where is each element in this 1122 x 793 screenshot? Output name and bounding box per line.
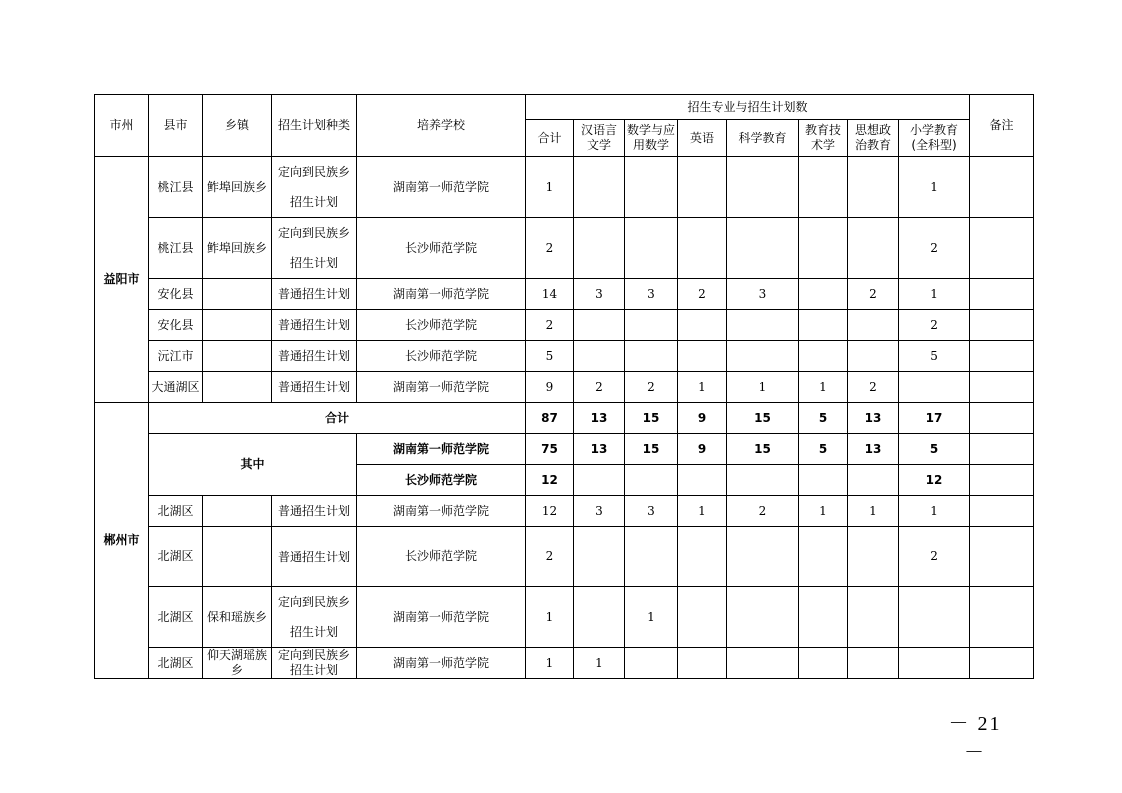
count-cell [799, 157, 848, 218]
count-cell [727, 527, 799, 587]
county-cell: 北湖区 [149, 587, 203, 648]
header-major-edu-tech: 教育技 术学 [799, 120, 848, 157]
plan-type-cell: 普通招生计划 [272, 279, 357, 310]
count-cell: 13 [574, 434, 625, 465]
count-cell: 15 [727, 434, 799, 465]
count-cell: 2 [526, 527, 574, 587]
school-cell: 长沙师范学院 [357, 310, 526, 341]
count-cell: 5 [799, 434, 848, 465]
county-cell: 安化县 [149, 279, 203, 310]
town-cell [203, 372, 272, 403]
count-cell: 2 [899, 310, 970, 341]
plan-type-cell: 定向到民族乡 招生计划 [272, 157, 357, 218]
town-cell [203, 496, 272, 527]
count-cell [848, 157, 899, 218]
town-cell [203, 527, 272, 587]
plan-type-cell: 定向到民族乡 招生计划 [272, 218, 357, 279]
count-cell [678, 310, 727, 341]
count-cell: 15 [625, 434, 678, 465]
remarks-cell [970, 648, 1034, 679]
school-cell: 湖南第一师范学院 [357, 434, 526, 465]
count-cell [799, 310, 848, 341]
count-cell: 9 [526, 372, 574, 403]
county-cell: 桃江县 [149, 218, 203, 279]
remarks-cell [970, 218, 1034, 279]
count-cell [727, 648, 799, 679]
count-cell [848, 218, 899, 279]
count-cell [799, 465, 848, 496]
count-cell: 12 [526, 465, 574, 496]
school-cell: 湖南第一师范学院 [357, 372, 526, 403]
count-cell [799, 279, 848, 310]
table-row [95, 372, 1034, 403]
count-cell: 3 [625, 496, 678, 527]
count-cell [727, 587, 799, 648]
remarks-cell [970, 341, 1034, 372]
count-cell: 1 [899, 279, 970, 310]
count-cell [799, 587, 848, 648]
count-cell: 2 [899, 218, 970, 279]
plan-type-cell: 普通招生计划 [272, 496, 357, 527]
remarks-cell [970, 496, 1034, 527]
county-cell: 沅江市 [149, 341, 203, 372]
count-cell: 75 [526, 434, 574, 465]
school-cell: 长沙师范学院 [357, 465, 526, 496]
count-cell [678, 527, 727, 587]
town-cell: 鲊埠回族乡 [203, 157, 272, 218]
header-plan-type: 招生计划种类 [272, 95, 357, 157]
header-remarks: 备注 [970, 95, 1034, 157]
town-cell: 仰天湖瑶族 乡 [203, 648, 272, 679]
enrollment-plan-table [94, 94, 1034, 679]
count-cell [625, 341, 678, 372]
town-cell [203, 341, 272, 372]
count-cell [574, 465, 625, 496]
subtotal-row [95, 434, 1034, 465]
plan-type-cell: 定向到民族乡 招生计划 [272, 648, 357, 679]
table-row [95, 496, 1034, 527]
table-row [95, 341, 1034, 372]
table-row [95, 279, 1034, 310]
remarks-cell [970, 372, 1034, 403]
count-cell [574, 218, 625, 279]
count-cell: 9 [678, 403, 727, 434]
count-cell: 2 [678, 279, 727, 310]
count-cell [848, 527, 899, 587]
county-cell: 北湖区 [149, 496, 203, 527]
remarks-cell [970, 310, 1034, 341]
city-cell: 郴州市 [95, 403, 149, 679]
remarks-cell [970, 587, 1034, 648]
table-row [95, 587, 1034, 648]
count-cell: 2 [526, 310, 574, 341]
plan-type-cell: 普通招生计划 [272, 310, 357, 341]
page-number: － 21 － [948, 713, 1002, 764]
table-row [95, 218, 1034, 279]
town-cell: 保和瑶族乡 [203, 587, 272, 648]
count-cell: 5 [899, 434, 970, 465]
plan-type-cell: 普通招生计划 [272, 527, 357, 587]
count-cell [899, 648, 970, 679]
count-cell [799, 527, 848, 587]
count-cell [848, 648, 899, 679]
count-cell [678, 157, 727, 218]
count-cell: 12 [899, 465, 970, 496]
count-cell: 15 [727, 403, 799, 434]
count-cell: 2 [899, 527, 970, 587]
town-cell [203, 310, 272, 341]
school-cell: 长沙师范学院 [357, 341, 526, 372]
of-which-label: 其中 [149, 434, 357, 496]
header-major-chinese: 汉语言 文学 [574, 120, 625, 157]
count-cell [799, 648, 848, 679]
remarks-cell [970, 527, 1034, 587]
count-cell [574, 527, 625, 587]
count-cell: 87 [526, 403, 574, 434]
header-major-science-edu: 科学教育 [727, 120, 799, 157]
count-cell [574, 587, 625, 648]
count-cell [625, 157, 678, 218]
count-cell [574, 341, 625, 372]
count-cell: 17 [899, 403, 970, 434]
header-row-1 [95, 95, 1034, 120]
school-cell: 长沙师范学院 [357, 527, 526, 587]
count-cell [848, 465, 899, 496]
count-cell [899, 372, 970, 403]
header-majors-group: 招生专业与招生计划数 [526, 95, 970, 120]
count-cell: 1 [574, 648, 625, 679]
remarks-cell [970, 157, 1034, 218]
remarks-cell [970, 279, 1034, 310]
table-row [95, 310, 1034, 341]
table-row [95, 157, 1034, 218]
count-cell: 15 [625, 403, 678, 434]
table-body [95, 157, 1034, 679]
school-cell: 湖南第一师范学院 [357, 157, 526, 218]
count-cell: 9 [678, 434, 727, 465]
total-label: 合计 [149, 403, 526, 434]
count-cell [727, 341, 799, 372]
count-cell: 1 [625, 587, 678, 648]
town-cell [203, 279, 272, 310]
school-cell: 长沙师范学院 [357, 218, 526, 279]
header-county: 县市 [149, 95, 203, 157]
count-cell: 2 [848, 279, 899, 310]
remarks-cell [970, 403, 1034, 434]
count-cell: 2 [574, 372, 625, 403]
count-cell [678, 465, 727, 496]
count-cell: 1 [899, 157, 970, 218]
count-cell [678, 587, 727, 648]
count-cell: 3 [625, 279, 678, 310]
header-major-politics: 思想政 治教育 [848, 120, 899, 157]
count-cell: 12 [526, 496, 574, 527]
count-cell [678, 218, 727, 279]
count-cell [799, 218, 848, 279]
count-cell [727, 157, 799, 218]
count-cell [625, 527, 678, 587]
count-cell: 13 [848, 434, 899, 465]
count-cell: 1 [899, 496, 970, 527]
count-cell [799, 341, 848, 372]
header-town: 乡镇 [203, 95, 272, 157]
county-cell: 北湖区 [149, 527, 203, 587]
school-cell: 湖南第一师范学院 [357, 648, 526, 679]
count-cell [574, 310, 625, 341]
count-cell [574, 157, 625, 218]
count-cell: 2 [727, 496, 799, 527]
county-cell: 桃江县 [149, 157, 203, 218]
count-cell: 1 [678, 496, 727, 527]
count-cell [899, 587, 970, 648]
count-cell [625, 310, 678, 341]
count-cell [848, 341, 899, 372]
count-cell [625, 465, 678, 496]
count-cell [625, 648, 678, 679]
count-cell: 1 [848, 496, 899, 527]
count-cell: 2 [625, 372, 678, 403]
header-major-total: 合计 [526, 120, 574, 157]
school-cell: 湖南第一师范学院 [357, 279, 526, 310]
city-cell: 益阳市 [95, 157, 149, 403]
school-cell: 湖南第一师范学院 [357, 496, 526, 527]
plan-type-cell: 定向到民族乡 招生计划 [272, 587, 357, 648]
school-cell: 湖南第一师范学院 [357, 587, 526, 648]
count-cell: 5 [799, 403, 848, 434]
count-cell [678, 341, 727, 372]
count-cell: 1 [526, 157, 574, 218]
table-row [95, 527, 1034, 587]
table-row [95, 648, 1034, 679]
count-cell: 3 [574, 279, 625, 310]
count-cell: 1 [799, 496, 848, 527]
count-cell [727, 218, 799, 279]
total-row [95, 403, 1034, 434]
county-cell: 北湖区 [149, 648, 203, 679]
count-cell [848, 310, 899, 341]
count-cell: 1 [526, 648, 574, 679]
plan-type-cell: 普通招生计划 [272, 372, 357, 403]
count-cell [727, 310, 799, 341]
count-cell: 5 [899, 341, 970, 372]
remarks-cell [970, 465, 1034, 496]
town-cell: 鲊埠回族乡 [203, 218, 272, 279]
header-city: 市州 [95, 95, 149, 157]
county-cell: 安化县 [149, 310, 203, 341]
count-cell: 3 [727, 279, 799, 310]
count-cell: 2 [848, 372, 899, 403]
county-cell: 大通湖区 [149, 372, 203, 403]
plan-type-cell: 普通招生计划 [272, 341, 357, 372]
count-cell: 1 [799, 372, 848, 403]
header-major-english: 英语 [678, 120, 727, 157]
count-cell [678, 648, 727, 679]
count-cell: 3 [574, 496, 625, 527]
header-major-math: 数学与应 用数学 [625, 120, 678, 157]
count-cell: 13 [848, 403, 899, 434]
count-cell: 1 [727, 372, 799, 403]
count-cell: 2 [526, 218, 574, 279]
remarks-cell [970, 434, 1034, 465]
header-school: 培养学校 [357, 95, 526, 157]
count-cell: 1 [678, 372, 727, 403]
count-cell: 13 [574, 403, 625, 434]
count-cell [848, 587, 899, 648]
count-cell: 5 [526, 341, 574, 372]
header-major-primary: 小学教育 (全科型) [899, 120, 970, 157]
count-cell: 14 [526, 279, 574, 310]
count-cell [625, 218, 678, 279]
count-cell: 1 [526, 587, 574, 648]
count-cell [727, 465, 799, 496]
